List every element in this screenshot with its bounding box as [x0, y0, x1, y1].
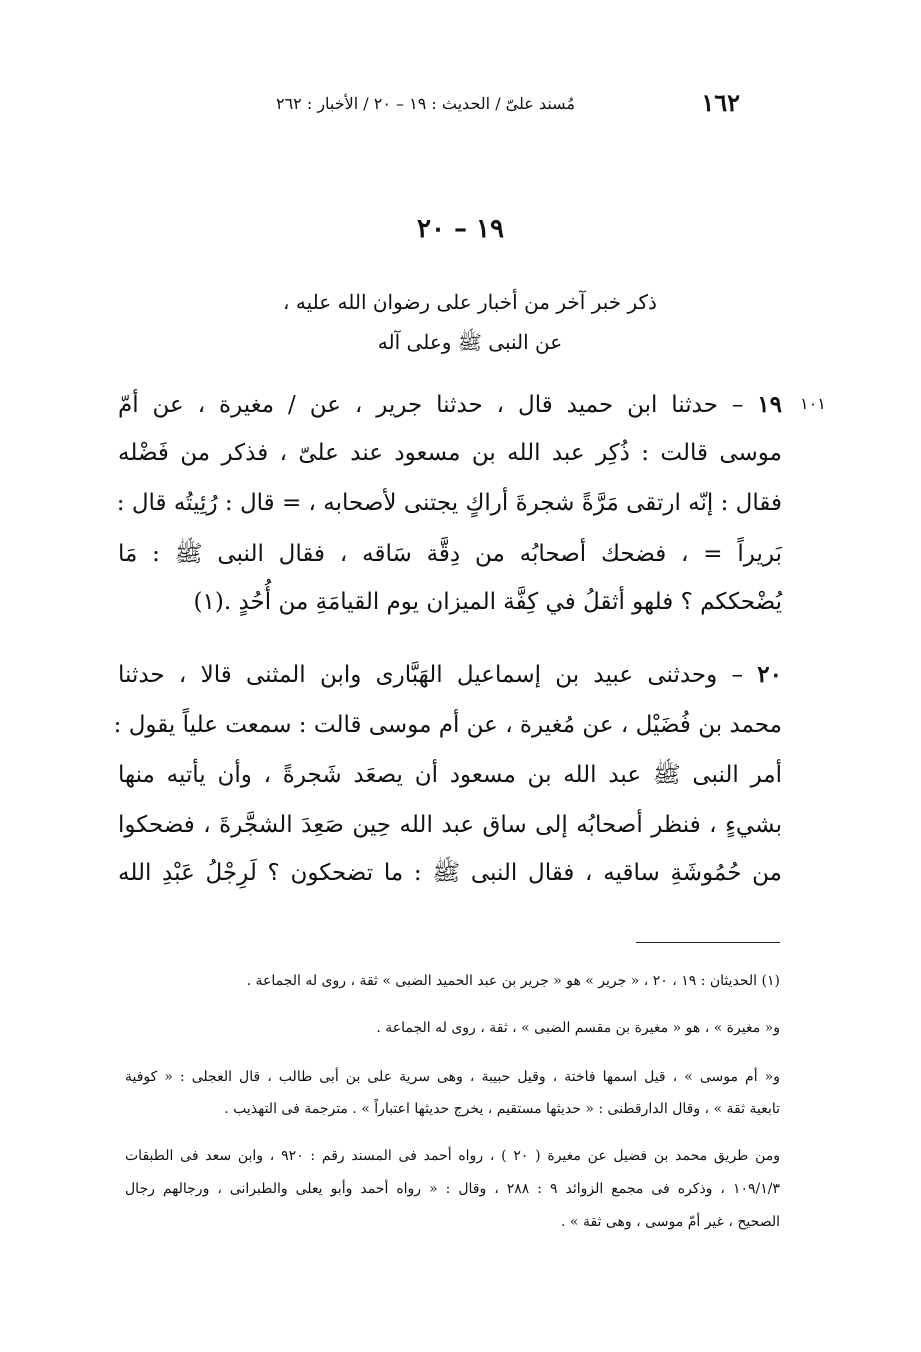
chapter-title-line-2: عن النبى ﷺ وعلى آله — [377, 330, 563, 354]
page-header — [240, 88, 740, 122]
hadith-20-line-3: أمر النبى ﷺ عبد الله بن مسعود أن يصعَد شَجرةً ، وأن يأتيه منها — [118, 762, 782, 788]
hadith-19-line-2: موسى قالت : ذُكِر عبد الله بن مسعود عند علىّ ، فذكر من فَضْله — [118, 440, 782, 466]
hadith-19-line-3: فقال : إنّه ارتقى مَرَّةً شجرةَ أراكٍ يجتنى لأصحابه ، = قال : رُئِيتُه قال : — [116, 490, 782, 516]
footnote-separator — [636, 942, 780, 943]
page-number: ١٦٢ — [701, 88, 740, 117]
footnote-sources-line-2: ١٠٩/١/٣ ، وذكره فى مجمع الزوائد ٩ : ٢٨٨ ، وقال : « رواه أحمد وأبو يعلى والطبرانى ، ورجالهم رجال — [125, 1181, 780, 1197]
hadith-20-line-4: بشيءٍ ، فنظر أصحابُه إلى ساق عبد الله حِين صَعِدَ الشجَّرةَ ، فضحكوا — [118, 812, 782, 838]
hadith-19-line-4: بَريراً = ، فضحك أصحابُه من دِقَّة سَاقه ، فقال النبى ﷺ : مَا — [118, 541, 782, 567]
hadith-20-line-2: محمد بن فُضَيْل ، عن مُغيرة ، عن أم موسى قالت : سمعت علياً يقول : — [113, 712, 782, 738]
running-head: مُسند علىّ / الحديث : ١٩ – ٢٠ / الأخبار : ٢٦٢ — [275, 94, 575, 113]
hadith-20-line-1-text: – وحدثنى عبيد بن إسماعيل الهَبَّارى وابن المثنى قالا ، حدثنا — [118, 662, 758, 688]
footnote-mughira: و« مغيرة » ، هو « مغيرة بن مقسم الضبى » ، ثقة ، روى له الجماعة . — [376, 1020, 780, 1036]
chapter-title-line-1: ذكر خبر آخر من أخبار على رضوان الله عليه ، — [283, 290, 657, 314]
footnote-1: (١) الحديثان : ١٩ ، ٢٠ ، « جرير » هو « جرير بن عبد الحميد الضبى » ثقة ، روى له الجماعة . — [246, 973, 780, 989]
section-number: ١٩ – ٢٠ — [417, 214, 504, 244]
footnote-sources-line-1: ومن طريق محمد بن فضيل عن مغيرة ( ٢٠ ) ، رواه أحمد فى المسند رقم : ٩٢٠ ، وابن سعد فى الطبقات — [125, 1148, 780, 1164]
hadith-19-line-1-text: – حدثنا ابن حميد قال ، حدثنا جرير ، عن / مغيرة ، عن أمّ — [118, 392, 758, 418]
hadith-19-line-5: يُضْحككم ؟ فلهو أثقلُ في كِفَّة الميزان يوم القيامَةِ من أُحُدٍ .(١) — [193, 589, 782, 615]
footnote-umm-musa-line-1: و« أم موسى » ، قيل اسمها فاختة ، وقيل حبيبة ، وهى سرية على بن أبى طالب ، قال العجلى : « كوفية — [125, 1069, 780, 1085]
hadith-19-line-1 — [118, 388, 782, 422]
hadith-20-number: ٢٠ — [757, 661, 782, 688]
footnote-sources-line-3: الصحيح ، غير أمّ موسى ، وهى ثقة » . — [561, 1214, 780, 1230]
margin-page-reference: ١٠١ — [800, 394, 826, 413]
hadith-19-number: ١٩ — [757, 391, 782, 418]
hadith-20-line-1 — [118, 658, 782, 692]
hadith-20-line-5: من حُمُوشَةِ ساقيه ، فقال النبى ﷺ : ما تضحكون ؟ لَرِجْلُ عَبْدِ الله — [118, 860, 782, 886]
footnote-umm-musa-line-2: تابعية ثقة » ، وقال الدارقطنى : « حديثها مستقيم ، يخرج حديثها اعتباراً » . مترجمة فى التهذيب . — [224, 1101, 780, 1117]
